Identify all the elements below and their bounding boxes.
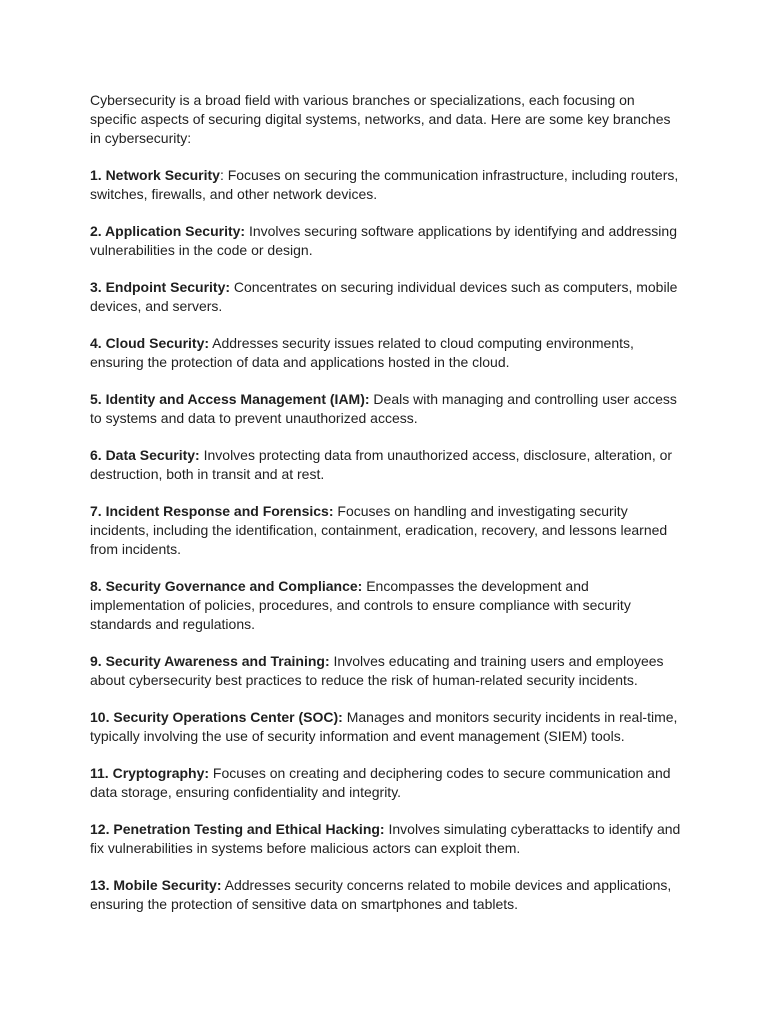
item-description: Deals with managing and controlling user access to systems and data to prevent unauthorized access. (90, 391, 677, 426)
list-item-endpoint-security (90, 278, 682, 316)
item-title: 6. Data Security: (90, 447, 200, 463)
item-title: 8. Security Governance and Compliance: (90, 578, 363, 594)
list-item-cryptography (90, 764, 682, 802)
item-description: Involves securing software applications by identifying and addressing vulnerabilities in the code or design. (90, 223, 677, 258)
item-description: Focuses on handling and investigating security incidents, including the identification, containment, eradication, recovery, and lessons learned from incidents. (90, 503, 668, 557)
item-description: Addresses security concerns related to mobile devices and applications, ensuring the protection of sensitive data on smartphones and tablets. (90, 877, 672, 912)
list-item-mobile-security (90, 876, 682, 914)
item-title: 9. Security Awareness and Training: (90, 653, 330, 669)
item-title: 3. Endpoint Security: (90, 279, 231, 295)
intro-paragraph: Cybersecurity is a broad field with various branches or specializations, each focusing on specific aspects of securing digital systems, networks, and data. Here are some key branches in cybersecurity: (90, 92, 671, 146)
list-item-application-security (90, 222, 682, 260)
list-item-data-security (90, 446, 682, 484)
item-description: Concentrates on securing individual devices such as computers, mobile devices, and servers. (90, 279, 678, 314)
item-description: Encompasses the development and implementation of policies, procedures, and controls to ensure compliance with security standards and regulations. (90, 578, 631, 632)
list-item-incident-response (90, 502, 682, 559)
item-description: Involves educating and training users and employees about cybersecurity best practices to reduce the risk of human-related security incidents. (90, 653, 664, 688)
document-body (90, 91, 682, 932)
item-title: 4. Cloud Security: (90, 335, 210, 351)
item-description: Manages and monitors security incidents in real-time, typically involving the use of security information and event management (SIEM) tools. (90, 709, 678, 744)
list-item-penetration-testing (90, 820, 682, 858)
item-title: 10. Security Operations Center (SOC): (90, 709, 343, 725)
list-item-cloud-security (90, 334, 682, 372)
item-title: 11. Cryptography: (90, 765, 210, 781)
list-item-governance-compliance (90, 577, 682, 634)
item-title: 12. Penetration Testing and Ethical Hacking: (90, 821, 385, 837)
item-description: Involves simulating cyberattacks to identify and fix vulnerabilities in systems before malicious actors can exploit them. (90, 821, 681, 856)
list-item-iam (90, 390, 682, 428)
list-item-soc (90, 708, 682, 746)
item-title: 1. Network Security (90, 167, 220, 183)
item-title: 2. Application Security: (90, 223, 246, 239)
item-description: Involves protecting data from unauthorized access, disclosure, alteration, or destruction, both in transit and at rest. (90, 447, 673, 482)
item-title: 5. Identity and Access Management (IAM): (90, 391, 370, 407)
item-title: 7. Incident Response and Forensics: (90, 503, 334, 519)
list-item-awareness-training (90, 652, 682, 690)
list-item-network-security (90, 166, 682, 204)
item-description: Addresses security issues related to cloud computing environments, ensuring the protection of data and applications hosted in the cloud. (90, 335, 634, 370)
item-description: : Focuses on securing the communication infrastructure, including routers, switches, firewalls, and other network devices. (90, 167, 679, 202)
item-title: 13. Mobile Security: (90, 877, 222, 893)
item-description: Focuses on creating and deciphering codes to secure communication and data storage, ensuring confidentiality and integrity. (90, 765, 671, 800)
